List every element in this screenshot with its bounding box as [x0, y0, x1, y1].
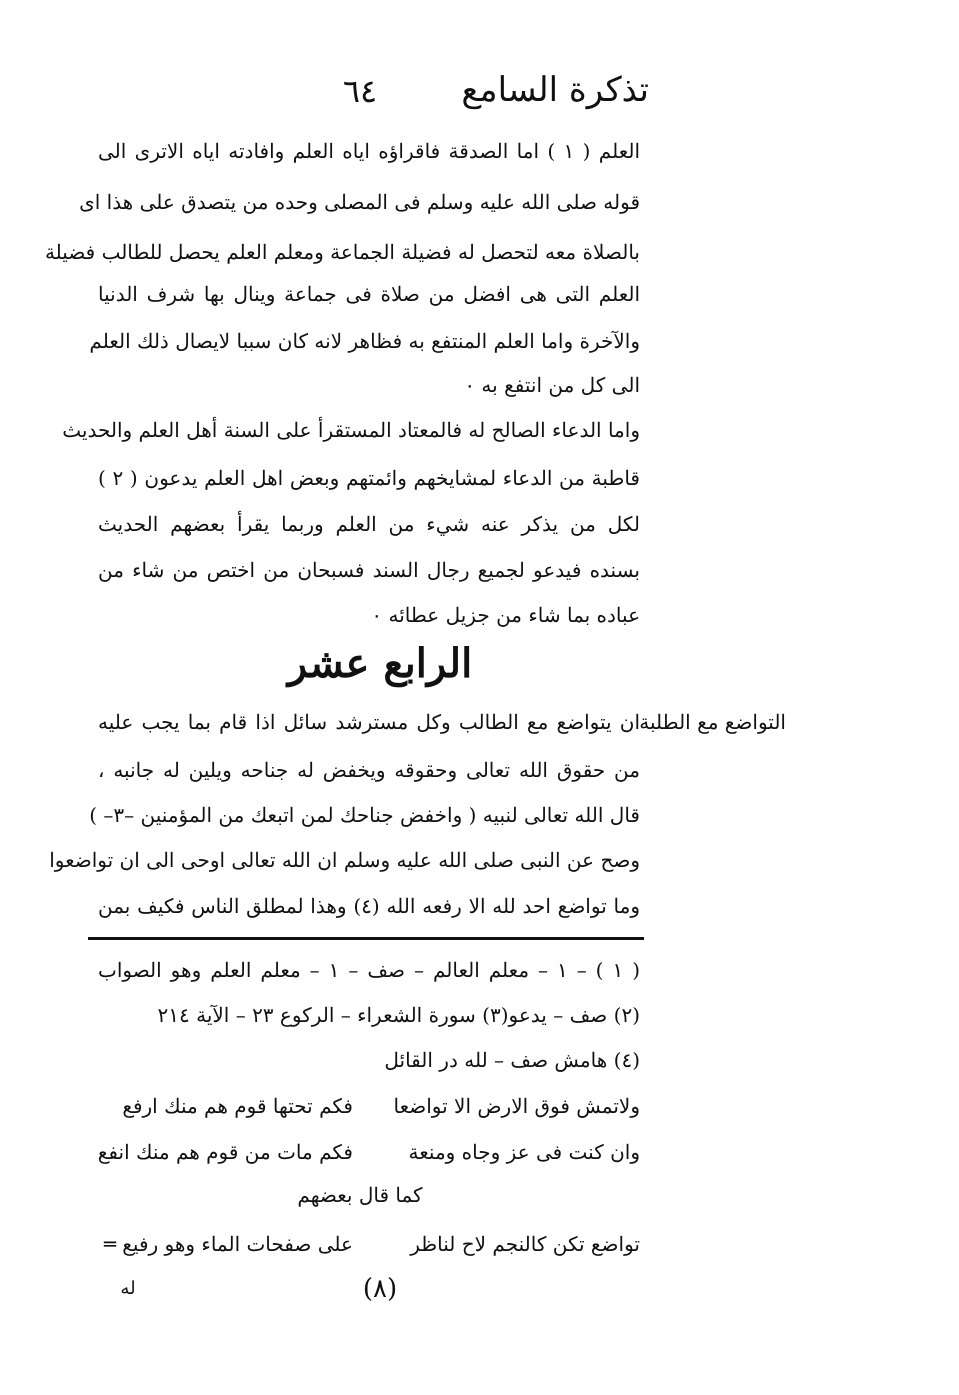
section-line: وما تواضع احد لله الا رفعه الله (٤) وهذا لمطلق الناس فكيف بمن [98, 894, 640, 918]
poem-hemistich-left: فكم مات من قوم هم منك انفع [97, 1140, 353, 1164]
body-line: والآخرة واما العلم المنتفع به فظاهر لانه كان سببا لايصال ذلك العلم [89, 329, 640, 353]
signature-mark: (٨) [362, 1274, 398, 1304]
body-line: قاطبة من الدعاء لمشايخهم وائمتهم وبعض اهل العلم يدعون ( ٢ ) [98, 466, 640, 490]
body-line: بالصلاة معه لتحصل له فضيلة الجماعة ومعلم العلم يحصل للطالب فضيلة [44, 240, 640, 264]
body-line: لكل من يذكر عنه شيء من العلم وربما يقرأ بعضهم الحديث [98, 512, 640, 536]
poem-verse [98, 1222, 640, 1266]
body-line: قوله صلى الله عليه وسلم فى المصلى وحده من يتصدق على هذا اى [79, 190, 640, 214]
section-heading: الرابع عشر [287, 640, 473, 687]
running-title: تذكرة السامع [461, 70, 649, 110]
body-line: العلم ( ١ ) اما الصدقة فاقراؤه اياه العلم وافادته اياه الاترى الى [98, 139, 640, 163]
section-line: من حقوق الله تعالى وحقوقه ويخفض له جناحه ويلين له جانبه ، [98, 758, 640, 782]
margin-note: التواضع مع الطلبة [639, 710, 786, 734]
poem-hemistich-right: وان كنت فى عز وجاه ومنعة [408, 1140, 640, 1164]
poem-hemistich-left: فكم تحتها قوم هم منك ارفع [122, 1094, 353, 1118]
poem-intro: كما قال بعضهم [297, 1183, 423, 1207]
body-line: العلم التى هى افضل من صلاة فى جماعة وينال بها شرف الدنيا [98, 282, 640, 306]
poem-hemistich-right: ولاتمش فوق الارض الا تواضعا [393, 1094, 640, 1118]
poem-hemistich-right: تواضع تكن كالنجم لاح لناظر [410, 1232, 640, 1256]
body-line: واما الدعاء الصالح له فالمعتاد المستقرأ على السنة أهل العلم والحديث [62, 418, 640, 442]
section-line: قال الله تعالى لنبيه ( واخفض جناحك لمن اتبعك من المؤمنين –٣– ) [89, 803, 640, 827]
poem-verse [98, 1130, 640, 1174]
poem-hemistich-left: على صفحات الماء وهو رفيع ═ [103, 1232, 353, 1256]
footnote-line: (٢) صف – يدعو(٣) سورة الشعراء – الركوع ٢٣ – الآية ٢١٤ [157, 1003, 640, 1027]
page-number: ٦٤ [342, 72, 378, 110]
body-line: بسنده فيدعو لجميع رجال السند فسبحان من اختص من شاء من [98, 558, 640, 582]
section-line: ان يتواضع مع الطالب وكل مسترشد سائل اذا قام بما يجب عليه [98, 710, 640, 734]
catchword: له [120, 1278, 136, 1299]
body-line: الى كل من انتفع به ٠ [464, 373, 640, 397]
footnote-separator [88, 937, 644, 940]
footnote-line: ( ١ ) – ١ – معلم العالم – صف – ١ – معلم العلم وهو الصواب [98, 958, 640, 982]
poem-verse [98, 1084, 640, 1128]
section-line: وصح عن النبى صلى الله عليه وسلم ان الله تعالى اوحى الى ان تواضعوا [49, 848, 640, 872]
body-line: عباده بما شاء من جزيل عطائه ٠ [371, 603, 640, 627]
footnote-line: (٤) هامش صف – لله در القائل [384, 1048, 640, 1072]
